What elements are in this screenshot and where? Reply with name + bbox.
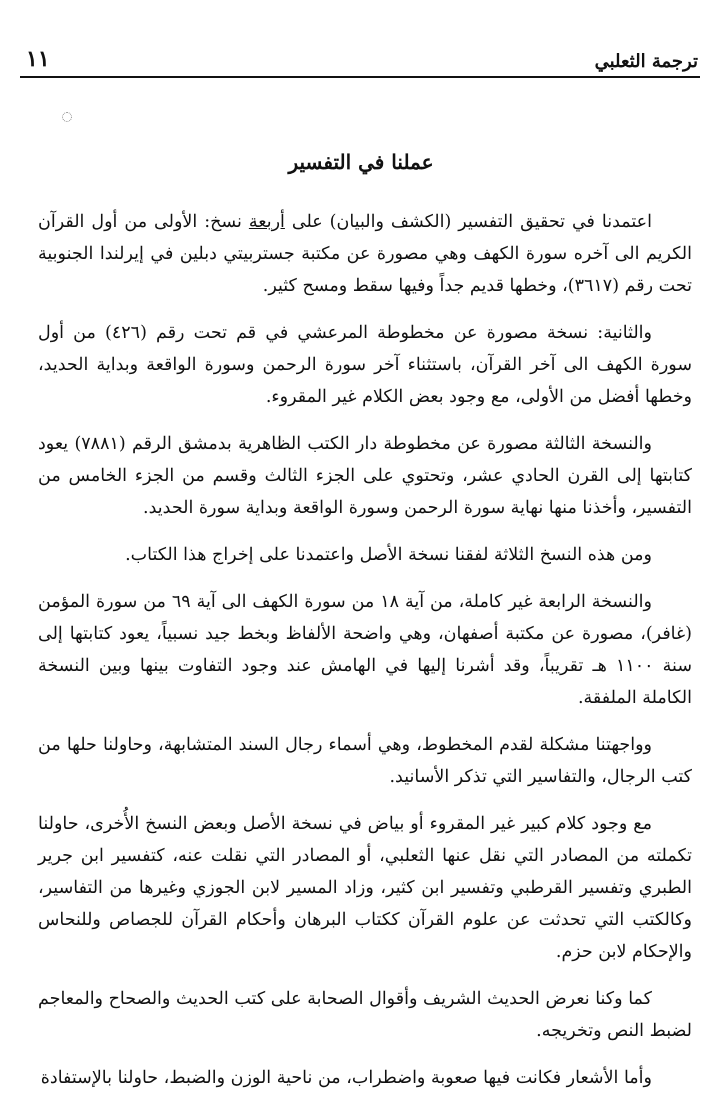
paragraph-manuscripts-first: [38, 206, 692, 302]
paragraph-manuscript-second: والثانية: نسخة مصورة عن مخطوطة المرعشي في قم تحت رقم (٤٢٦) من أول سورة الكهف الى آخر القرآن، باستثناء آخر سورة الرحمن وسورة الواقعة وبداية الحديد، وخطها أفضل من الأولى، مع وجود بعض الكلام غير المقروء.: [38, 323, 692, 407]
page-header: [26, 42, 698, 72]
underlined-word: أربعة: [248, 212, 285, 232]
paragraph-hadith: كما وكنا نعرض الحديث الشريف وأقوال الصحابة على كتب الحديث والصحاح والمعاجم لضبط النص وتخريجه.: [38, 989, 692, 1041]
paragraph-manuscript-fourth: والنسخة الرابعة غير كاملة، من آية ١٨ من سورة الكهف الى آية ٦٩ من سورة المؤمن (غافر)، مصورة عن مكتبة أصفهان، وهي واضحة الألفاظ وبخط جيد نسبياً، يعود كتابتها إلى سنة ١١٠٠ هـ تقريباً، وقد أشرنا إليها في الهامش عند وجود التفاوت بينها وبين النسخة الكاملة الملفقة.: [38, 592, 693, 708]
paragraph-illegible-text: مع وجود كلام كبير غير المقروء أو بياض في نسخة الأصل وبعض النسخ الأُخرى، حاولنا تكملته من المصادر التي نقل عنها الثعلبي، أو المصادر التي نقلت عنه، كتفسير ابن جرير الطبري وتفسير القرطبي وتفسير ابن كثير، وزاد المسير لابن الجوزي وغيرها من التفاسير، وكالكتب التي تحدثت عن علوم القرآن ككتاب البرهان وأحكام القرآن للجصاص وللنحاس والإحكام لابن حزم.: [38, 814, 692, 962]
paragraph-narrator-names: وواجهتنا مشكلة لقدم المخطوط، وهي أسماء رجال السند المتشابهة، وحاولنا حلها من كتب الرجال، والتفاسير التي تذكر الأسانيد.: [38, 735, 692, 787]
header-rule: [20, 76, 700, 78]
page-number: ١١: [26, 46, 50, 72]
paragraph-text: اعتمدنا في تحقيق التفسير (الكشف والبيان) على: [284, 212, 652, 232]
section-title: عملنا في التفسير: [288, 150, 434, 174]
paragraph-poetry: وأما الأشعار فكانت فيها صعوبة واضطراب، من ناحية الوزن والضبط، حاولنا بالإستفادة: [40, 1068, 652, 1088]
body-text: [38, 206, 692, 1109]
paragraph-base-copy: ومن هذه النسخ الثلاثة لفقنا نسخة الأصل واعتمدنا على إخراج هذا الكتاب.: [125, 545, 652, 565]
running-title: ترجمة الثعلبي: [594, 51, 698, 72]
paragraph-text: نسخ: الأولى من أول القرآن الكريم الى آخره سورة الكهف وهي مصورة عن مكتبة جستربيتي دبلين في إيرلندا الجنوبية تحت رقم (٣٦١٧)، وخطها قديم جداً وفيها سقط ومسح كثير.: [38, 212, 692, 296]
paragraph-manuscript-third: والنسخة الثالثة مصورة عن مخطوطة دار الكتب الظاهرية بدمشق الرقم (٧٨٨١) يعود كتابتها إلى القرن الحادي عشر، وتحتوي على الجزء الثالث وقسم من الجزء الخامس من التفسير، وأخذنا منها نهاية سورة الرحمن وسورة الواقعة وبداية سورة الحديد.: [38, 434, 692, 518]
scan-speck-mark: [62, 112, 72, 122]
